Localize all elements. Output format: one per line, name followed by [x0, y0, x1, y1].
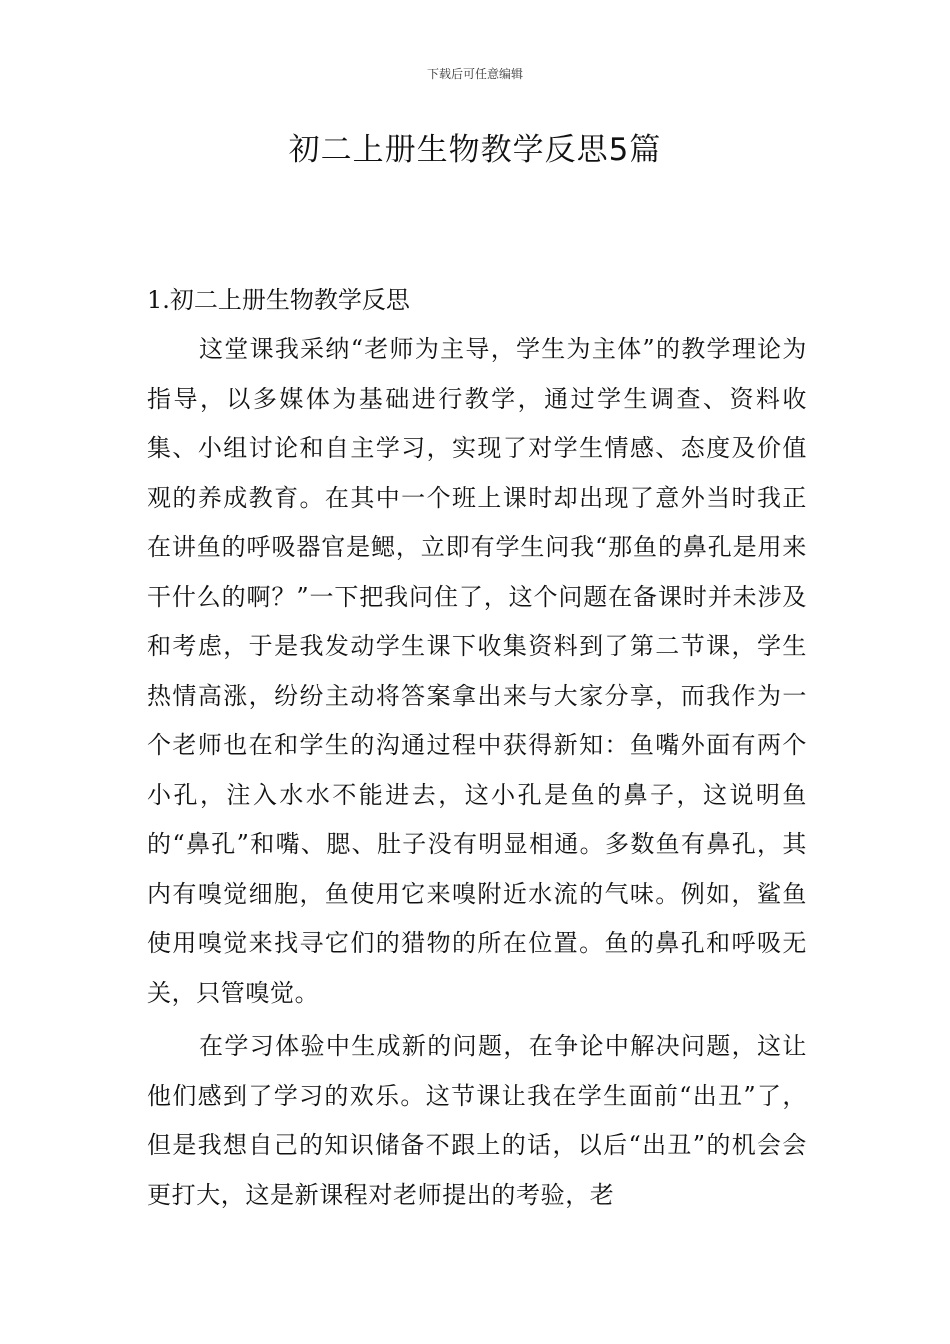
paragraph-2: 在学习体验中生成新的问题，在争论中解决问题，这让他们感到了学习的欢乐。这节课让我在学生面前“出丑”了，但是我想自己的知识储备不跟上的话，以后“出丑”的机会会更打大，这是新课程对老师提出的考验，老 [147, 1032, 807, 1209]
section-heading: 1.初二上册生物教学反思 [147, 286, 410, 314]
section-body [147, 325, 807, 1224]
document-title: 初二上册生物教学反思5篇 [288, 132, 662, 168]
paragraph-1: 这堂课我采纳“老师为主导，学生为主体”的教学理论为指导，以多媒体为基础进行教学，通过学生调查、资料收集、小组讨论和自主学习，实现了对学生情感、态度及价值观的养成教育。在其中一个班上课时却出现了意外当时我正在讲鱼的呼吸器官是鳃，立即有学生问我“那鱼的鼻孔是用来干什么的啊？”一下把我问住了，这个问题在备课时并未涉及和考虑，于是我发动学生课下收集资料到了第二节课，学生热情高涨，纷纷主动将答案拿出来与大家分享，而我作为一个老师也在和学生的沟通过程中获得新知：鱼嘴外面有两个小孔，注入水水不能进去，这小孔是鱼的鼻子，这说明鱼的“鼻孔”和嘴、腮、肚子没有明显相通。多数鱼有鼻孔，其内有嗅觉细胞，鱼使用它来嗅附近水流的气味。例如，鲨鱼使用嗅觉来找寻它们的猎物的所在位置。鱼的鼻孔和呼吸无关，只管嗅觉。 [147, 335, 807, 1007]
page-header-note: 下载后可任意编辑 [426, 67, 523, 81]
